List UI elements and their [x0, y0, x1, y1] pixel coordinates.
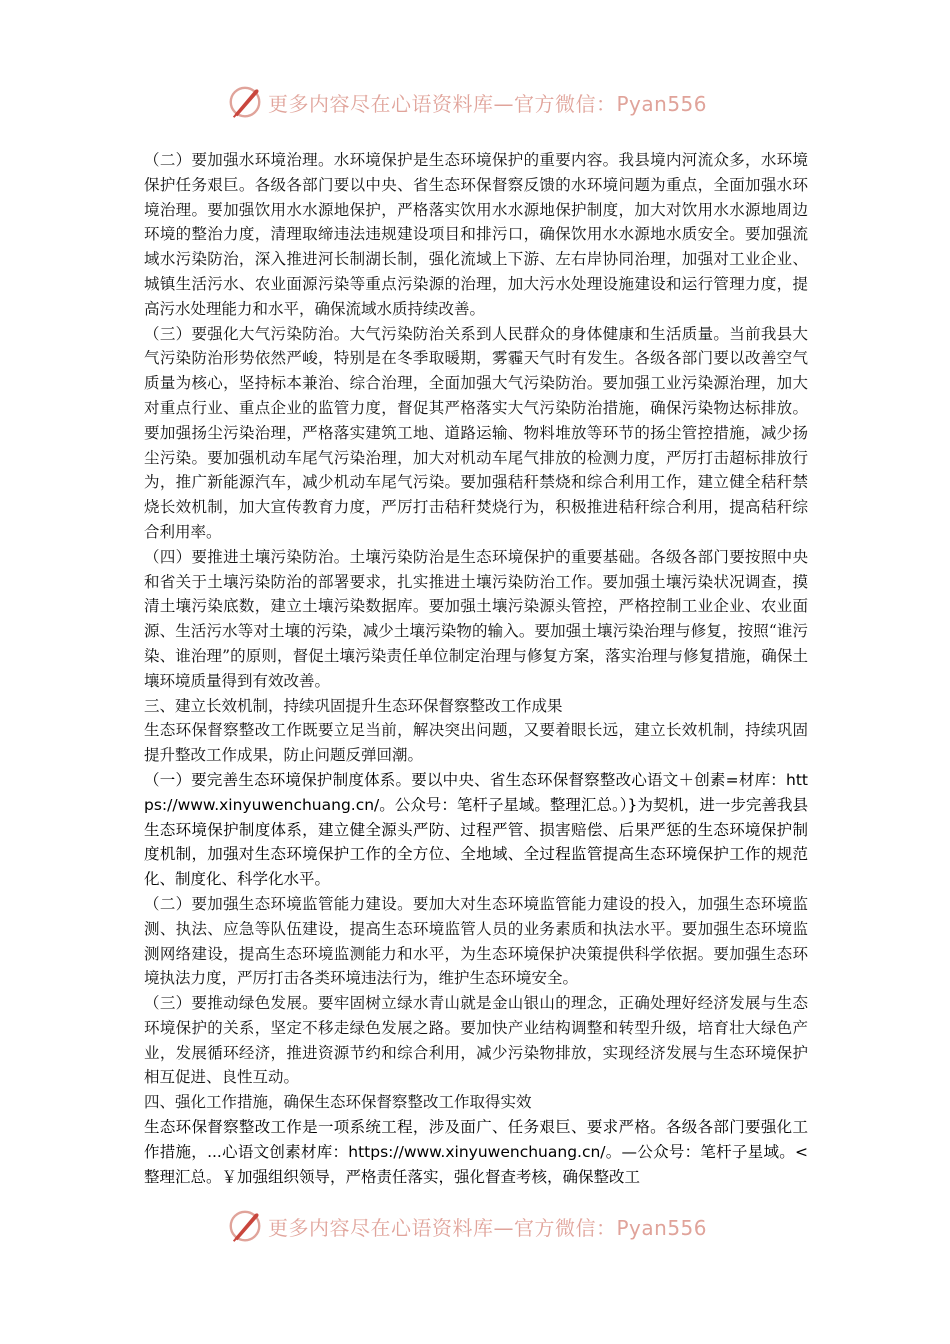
paragraph-section-3-intro: 生态环保督察整改工作既要立足当前，解决突出问题，又要着眼长远，建立长效机制，持续巩固提升整改工作成果，防止问题反弹回潮。 [144, 721, 808, 765]
document-body [144, 148, 808, 1189]
paragraph-supervision-capacity: （二）要加强生态环境监管能力建设。要加大对生态环境监管能力建设的投入，加强生态环境监测、执法、应急等队伍建设，提高生态环境监管人员的业务素质和执法水平。要加强生态环境监测网络建设，提高生态环境监测能力和水平，为生态环境保护决策提供科学依据。要加强生态环境执法力度，严厉打击各类环境违法行为，维护生态环境安全。 [144, 894, 808, 988]
paragraph-soil: （四）要推进土壤污染防治。土壤污染防治是生态环境保护的重要基础。各级各部门要按照中央和省关于土壤污染防治的部署要求，扎实推进土壤污染防治工作。要加强土壤污染状况调查，摸清土壤污染底数，建立土壤污染数据库。要加强土壤污染源头管控，严格控制工业企业、农业面源、生活污水等对土壤的污染，减少土壤污染物的输入。要加强土壤污染治理与修复，按照“谁污染、谁治理”的原则，督促土壤污染责任单位制定治理与修复方案，落实治理与修复措施，确保土壤环境质量得到有效改善。 [144, 547, 808, 690]
footer-banner [226, 1206, 746, 1246]
section-heading-3: 三、建立长效机制，持续巩固提升生态环保督察整改工作成果 [144, 696, 563, 715]
paragraph-green-development: （三）要推动绿色发展。要牢固树立绿水青山就是金山银山的理念，正确处理好经济发展与生态环境保护的关系，坚定不移走绿色发展之路。要加快产业结构调整和转型升级，培育壮大绿色产业，发展循环经济，推进资源节约和综合利用，减少污染物排放，实现经济发展与生态环境保护相互促进、良性互动。 [144, 994, 808, 1087]
paragraph-section-4-intro: 生态环保督察整改工作是一项系统工程，涉及面广、任务艰巨、要求严格。各级各部门要强化工作措施，...心语文创素材库：https://www.xinyuwenchuang.cn/。—公众号：笔杆子星域。<整理汇总。￥加强组织领导，严格责任落实，强化督查考核，确保整改工 [144, 1118, 808, 1186]
paragraph-air: （三）要强化大气污染防治。大气污染防治关系到人民群众的身体健康和生活质量。当前我县大气污染防治形势依然严峻，特别是在冬季取暖期，雾霾天气时有发生。各级各部门要以改善空气质量为核心，坚持标本兼治、综合治理，全面加强大气污染防治。要加强工业污染源治理，加大对重点行业、重点企业的监管力度，督促其严格落实大气污染防治措施，确保污染物达标排放。要加强扬尘污染治理，严格落实建筑工地、道路运输、物料堆放等环节的扬尘管控措施，减少扬尘污染。要加强机动车尾气污染治理，加大对机动车尾气排放的检测力度，严厉打击超标排放行为，推广新能源汽车，减少机动车尾气污染。要加强秸秆禁烧和综合利用工作，建立健全秸秆禁烧长效机制，加大宣传教育力度，严厉打击秸秆焚烧行为，积极推进秸秆综合利用，提高秸秆综合利用率。 [144, 324, 808, 541]
paragraph-water: （二）要加强水环境治理。水环境保护是生态环境保护的重要内容。我县境内河流众多，水环境保护任务艰巨。各级各部门要以中央、省生态环保督察反馈的水环境问题为重点，全面加强水环境治理。要加强饮用水水源地保护，严格落实饮用水水源地保护制度，加大对饮用水水源地周边环境的整治力度，清理取缔违法违规建设项目和排污口，确保饮用水水源地水质安全。要加强流域水污染防治，深入推进河长制湖长制，强化流域上下游、左右岸协同治理，加强对工业企业、城镇生活污水、农业面源污染等重点污染源的治理，加大污水处理设施建设和运行管理力度，提高污水处理能力和水平，确保流域水质持续改善。 [144, 151, 808, 318]
header-banner [226, 82, 746, 122]
section-heading-4: 四、强化工作措施，确保生态环保督察整改工作取得实效 [144, 1093, 532, 1112]
quill-pen-icon [226, 1207, 264, 1245]
quill-pen-icon [226, 83, 264, 121]
banner-text: 更多内容尽在心语资料库—官方微信：Pyan556 [268, 1215, 708, 1240]
paragraph-institution-system: （一）要完善生态环境保护制度体系。要以中央、省生态环保督察整改心语文＋创素=材库：https://www.xinyuwenchuang.cn/。公众号：笔杆子星域。整理汇总。）}为契机，进一步完善我县生态环境保护制度体系，建立健全源头严防、过程严管、损害赔偿、后果严惩的生态环境保护制度机制，加强对生态环境保护工作的全方位、全地域、全过程监管提高生态环境保护工作的规范化、制度化、科学化水平。 [144, 770, 808, 889]
banner-text: 更多内容尽在心语资料库—官方微信：Pyan556 [268, 91, 708, 116]
